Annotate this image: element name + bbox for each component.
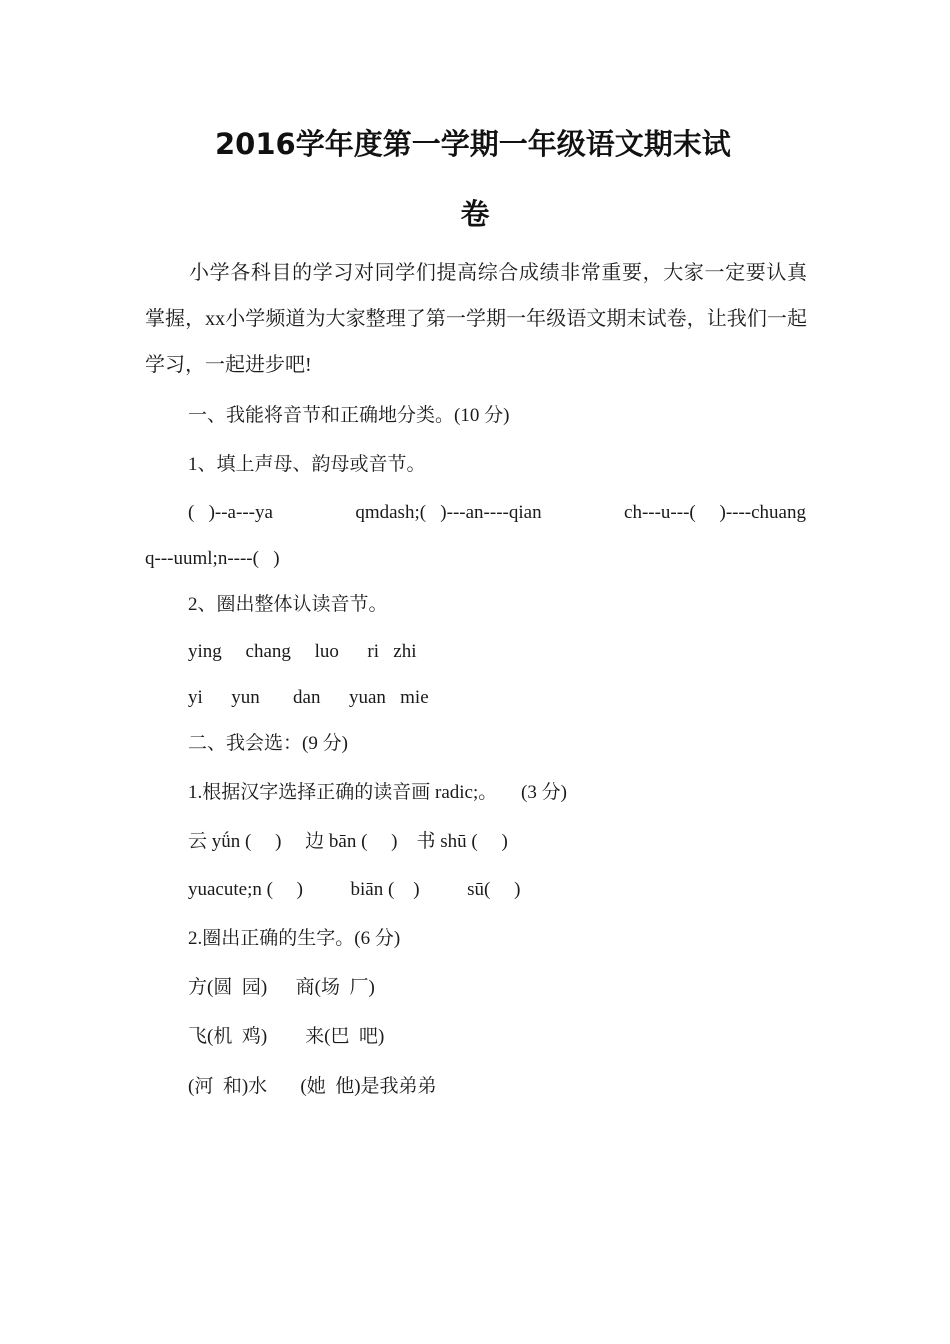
section-1-heading: 一、我能将音节和正确地分类。(10 分): [188, 405, 510, 426]
question-1-item-b: qmdash;( )---an----qian: [355, 502, 542, 523]
question-1-row: [188, 500, 806, 526]
question-1-item-a: ( )--a---ya: [188, 502, 273, 523]
question-2-row-2: yi yun dan yuan mie: [188, 687, 429, 708]
question-1-prompt: 1、填上声母、韵母或音节。: [188, 454, 426, 475]
document-title-line2: 卷: [460, 197, 490, 231]
document-title-line1: 2016学年度第一学期一年级语文期末试: [215, 127, 731, 161]
question-3-row-1: 云 yǘn ( ) 边 bān ( ) 书 shū ( ): [188, 831, 508, 852]
intro-paragraph: 小学各科目的学习对同学们提高综合成绩非常重要，大家一定要认真掌握，xx小学频道为大家整理了第一学期一年级语文期末试卷，让我们一起学习，一起进步吧!: [145, 262, 807, 376]
question-4-row-1: 方(圆 园) 商(场 厂): [188, 977, 375, 998]
question-3-prompt: 1.根据汉字选择正确的读音画 radic;。 (3 分): [188, 782, 567, 803]
question-2-prompt: 2、圈出整体认读音节。: [188, 594, 388, 615]
question-3-row-2: yuacute;n ( ) biān ( ) sū( ): [188, 879, 521, 900]
question-4-prompt: 2.圈出正确的生字。(6 分): [188, 928, 401, 949]
question-1-item-d: q---uuml;n----( ): [145, 548, 280, 569]
section-2-heading: 二、我会选：(9 分): [188, 733, 348, 754]
question-2-row-1: ying chang luo ri zhi: [188, 641, 417, 662]
question-4-row-2: 飞(机 鸡) 来(巴 吧): [188, 1026, 385, 1047]
question-1-item-c: ch---u---( )----chuang: [624, 502, 806, 523]
question-4-row-3: (河 和)水 (她 他)是我弟弟: [188, 1076, 437, 1097]
